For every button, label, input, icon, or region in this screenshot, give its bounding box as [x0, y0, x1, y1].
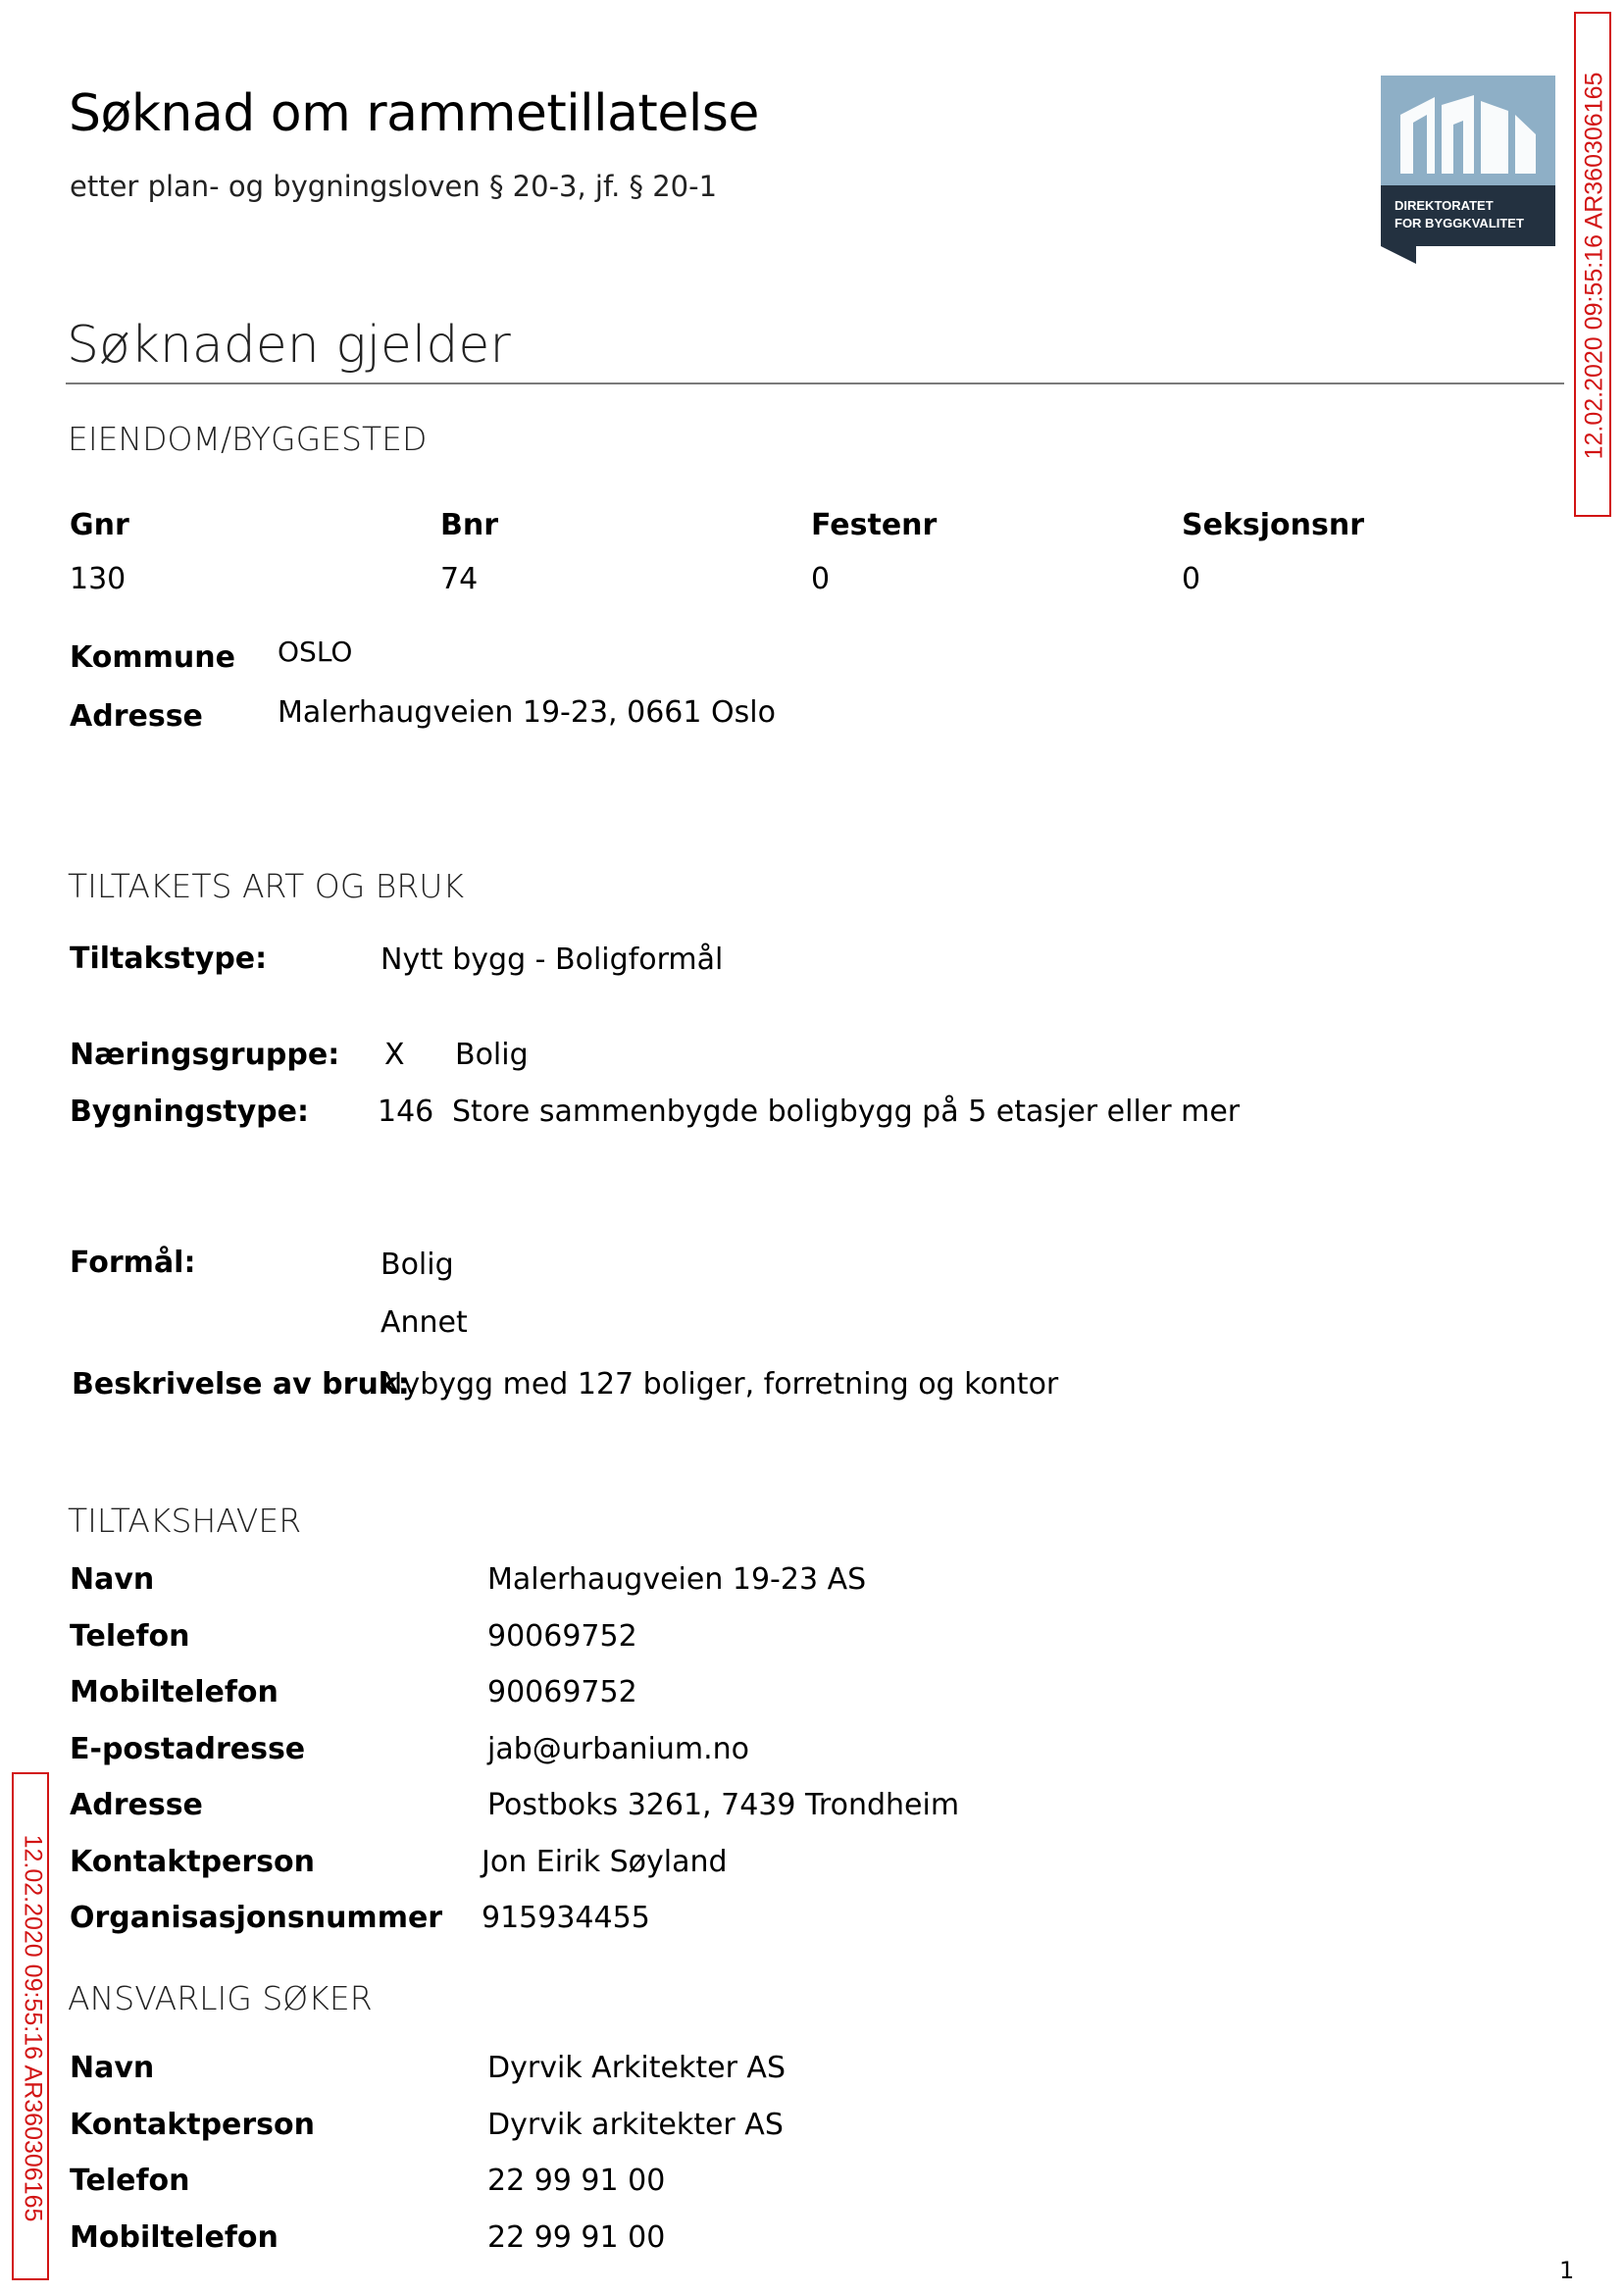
ansvarlig-soker-heading: ANSVARLIG SØKER — [68, 1979, 373, 2017]
tiltakstype-label: Tiltakstype: — [70, 942, 268, 976]
tiltakshaver-row-label: Adresse — [70, 1788, 203, 1822]
tiltakshaver-row-value: 915934455 — [482, 1901, 650, 1935]
ansvarlig-row-label: Telefon — [70, 2164, 190, 2198]
kommune-label: Kommune — [70, 640, 235, 675]
ansvarlig-row-value: 22 99 91 00 — [487, 2220, 666, 2255]
formal-label: Formål: — [70, 1246, 196, 1280]
ansvarlig-row-value: 22 99 91 00 — [487, 2164, 666, 2198]
section-main-heading: Søknaden gjelder — [67, 316, 511, 375]
tiltakshaver-row-label: Mobiltelefon — [70, 1675, 279, 1709]
logo-text-line2: FOR BYGGKVALITET — [1395, 216, 1524, 230]
naeringsgruppe-code: X — [384, 1038, 405, 1072]
ansvarlig-row-value: Dyrvik arkitekter AS — [487, 2108, 784, 2142]
naeringsgruppe-label: Næringsgruppe: — [70, 1038, 340, 1072]
received-stamp-left — [12, 1772, 49, 2280]
dibk-logo — [1381, 76, 1555, 264]
adresse-label: Adresse — [70, 699, 203, 734]
bnr-label: Bnr — [440, 508, 499, 542]
tiltakshaver-row-label: Organisasjonsnummer — [70, 1901, 443, 1935]
ansvarlig-row-value: Dyrvik Arkitekter AS — [487, 2051, 786, 2085]
adresse-value: Malerhaugveien 19-23, 0661 Oslo — [278, 695, 776, 730]
festenr-label: Festenr — [811, 508, 938, 542]
building-logo-icon — [1381, 76, 1555, 264]
ansvarlig-row-label: Mobiltelefon — [70, 2220, 279, 2255]
bygningstype-code: 146 — [378, 1095, 434, 1129]
formal-value-2: Annet — [381, 1305, 468, 1340]
naeringsgruppe-value: Bolig — [455, 1038, 529, 1072]
tiltakshaver-row-label: Navn — [70, 1562, 155, 1597]
bygningstype-label: Bygningstype: — [70, 1095, 309, 1129]
stamp-text: 12.02.2020 09:55:16 AR360306165 — [19, 1834, 47, 2222]
document-subtitle: etter plan- og bygningsloven § 20-3, jf. § 20-1 — [70, 170, 718, 203]
beskrivelse-label: Beskrivelse av bruk: — [72, 1367, 410, 1402]
logo-text-line1: DIREKTORATET — [1395, 198, 1494, 213]
tiltakshaver-row-label: E-postadresse — [70, 1732, 306, 1766]
tiltakshaver-row-label: Telefon — [70, 1619, 190, 1654]
stamp-text: 12.02.2020 09:55:16 AR360306165 — [1580, 72, 1608, 460]
kommune-value: OSLO — [278, 636, 353, 668]
seksjonsnr-label: Seksjonsnr — [1182, 508, 1365, 542]
eiendom-heading: EIENDOM/BYGGESTED — [68, 420, 428, 458]
tiltakshaver-row-label: Kontaktperson — [70, 1845, 316, 1879]
bnr-value: 74 — [440, 562, 479, 596]
ansvarlig-row-label: Navn — [70, 2051, 155, 2085]
page-number: 1 — [1559, 2257, 1575, 2284]
beskrivelse-value: Nybygg med 127 boliger, forretning og kontor — [381, 1367, 1059, 1402]
tiltakshaver-row-value: Postboks 3261, 7439 Trondheim — [487, 1788, 960, 1822]
tiltakshaver-row-value: 90069752 — [487, 1619, 637, 1654]
gnr-label: Gnr — [70, 508, 129, 542]
document-title: Søknad om rammetillatelse — [69, 84, 759, 143]
tiltakshaver-row-value: Jon Eirik Søyland — [482, 1845, 728, 1879]
tiltakshaver-heading: TILTAKSHAVER — [68, 1502, 302, 1540]
tiltak-heading: TILTAKETS ART OG BRUK — [68, 867, 465, 905]
tiltakshaver-row-value: 90069752 — [487, 1675, 637, 1709]
tiltakshaver-row-value: Malerhaugveien 19-23 AS — [487, 1562, 867, 1597]
gnr-value: 130 — [70, 562, 127, 596]
tiltakshaver-row-value: jab@urbanium.no — [487, 1732, 750, 1766]
bygningstype-value: Store sammenbygde boligbygg på 5 etasjer eller mer — [452, 1095, 1241, 1129]
seksjonsnr-value: 0 — [1182, 562, 1201, 596]
formal-value-1: Bolig — [381, 1248, 454, 1282]
ansvarlig-row-label: Kontaktperson — [70, 2108, 316, 2142]
festenr-value: 0 — [811, 562, 831, 596]
tiltakstype-value: Nytt bygg - Boligformål — [381, 943, 724, 977]
received-stamp-right — [1574, 12, 1611, 517]
heading-divider — [66, 382, 1564, 384]
